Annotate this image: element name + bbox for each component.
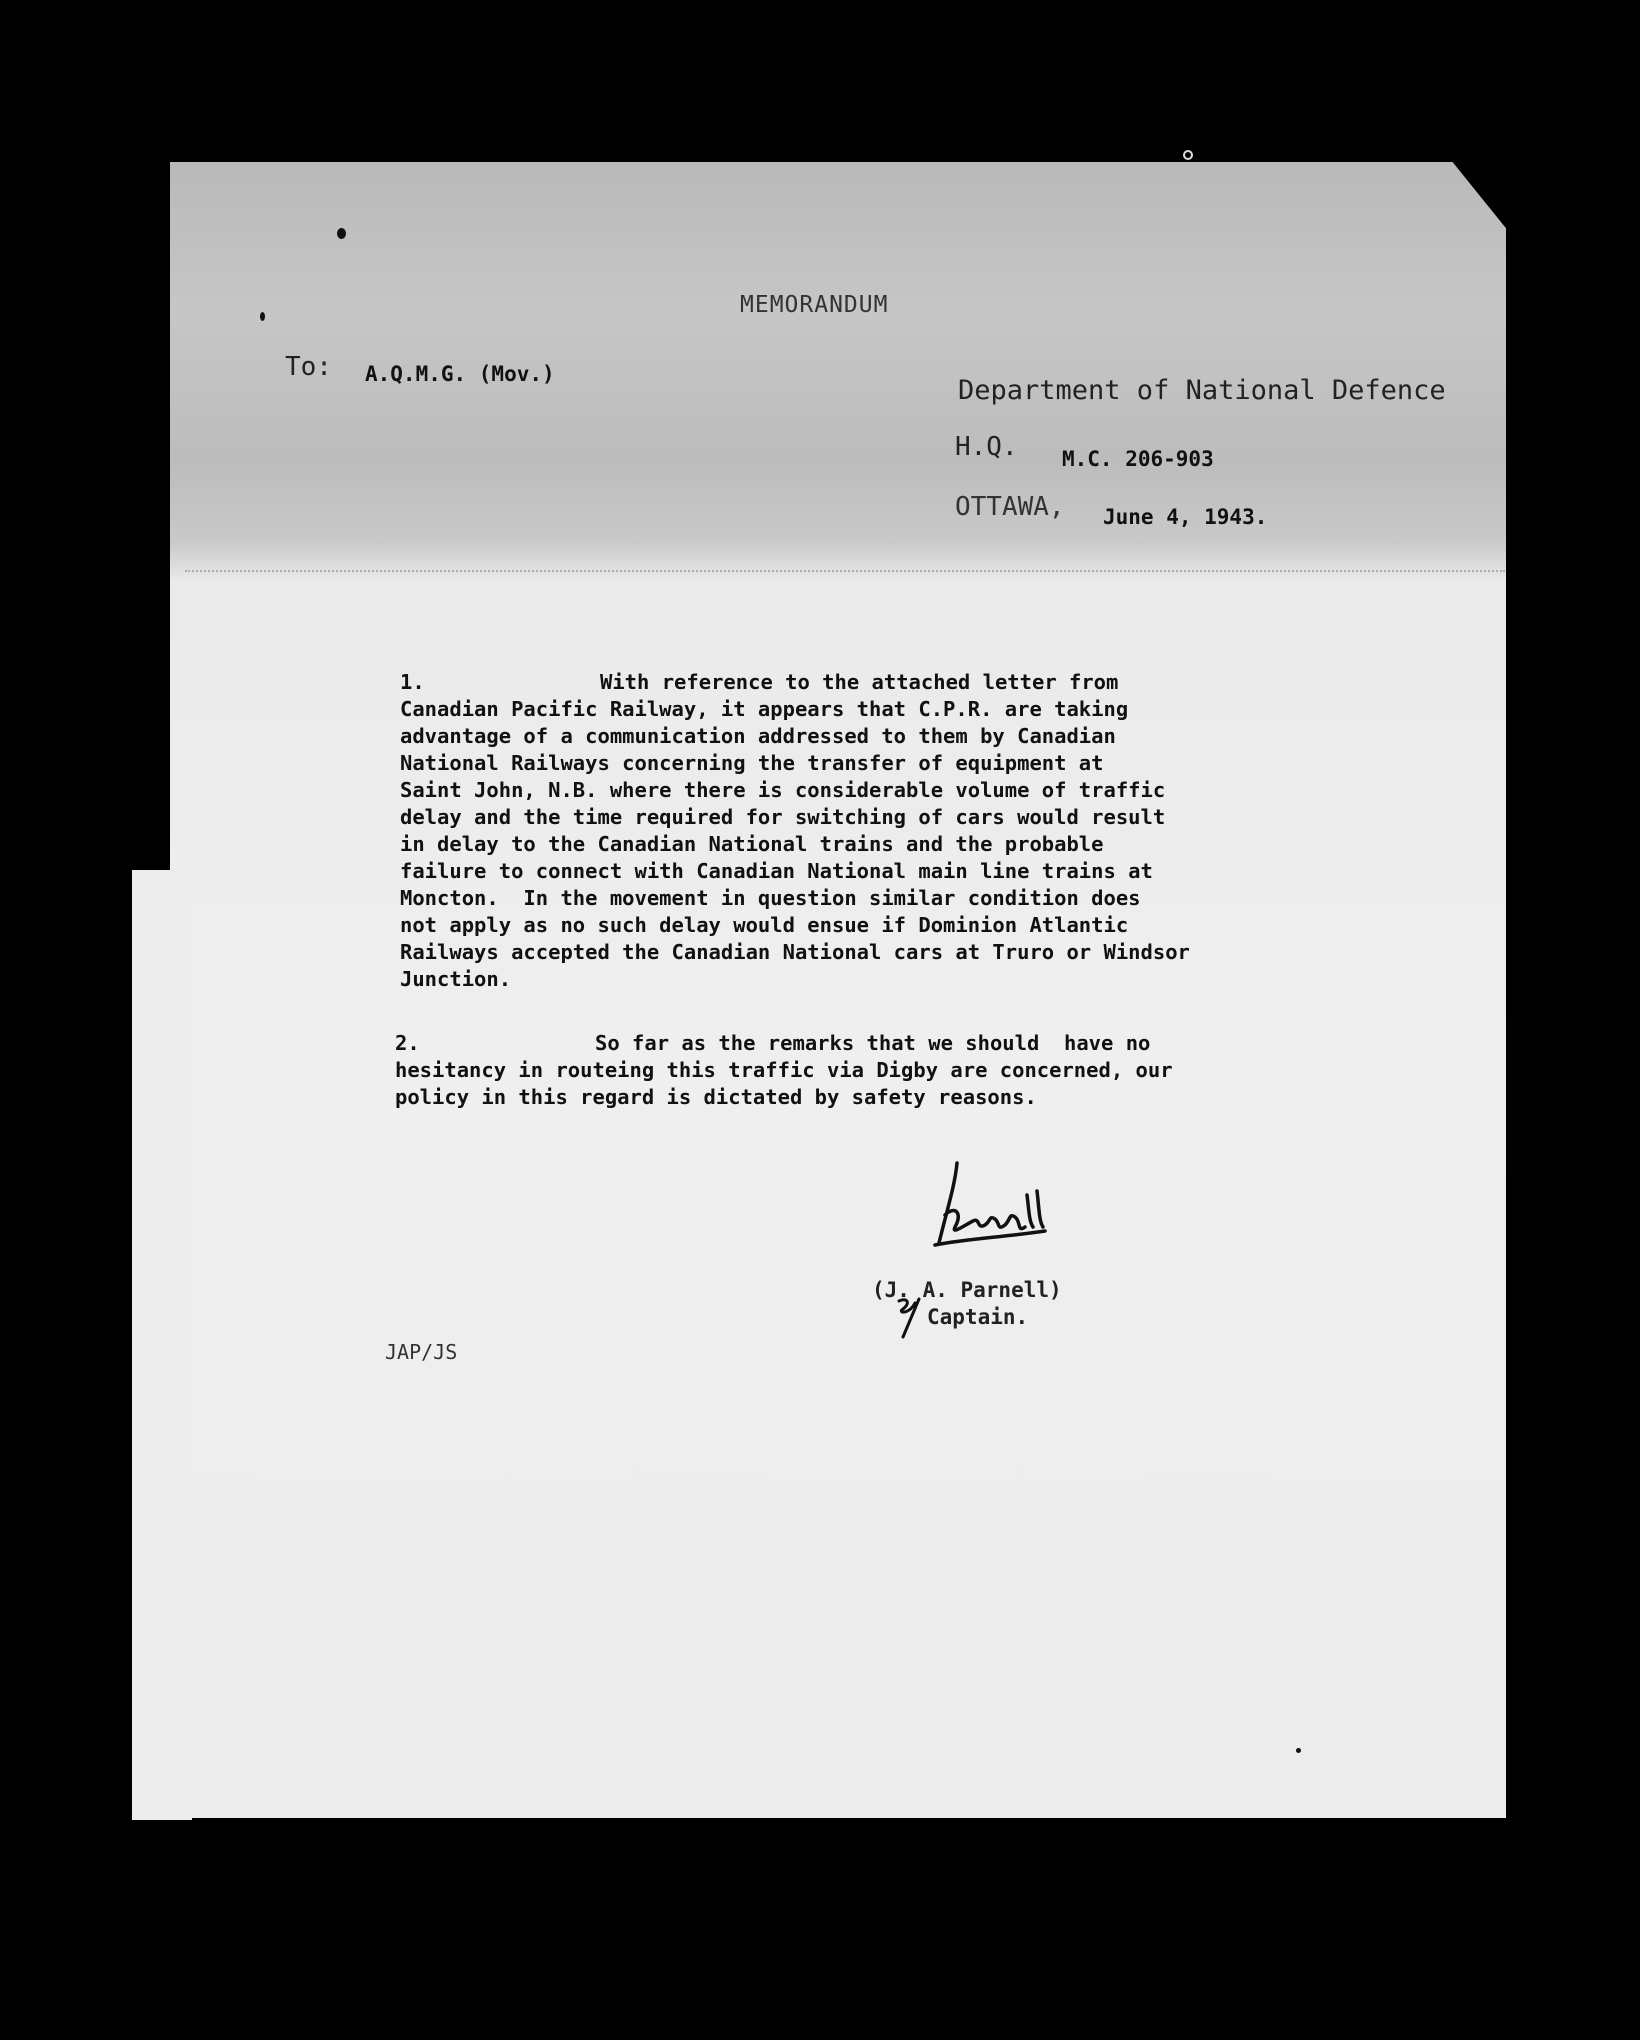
paragraph-line: With reference to the attached letter from bbox=[600, 670, 1119, 694]
paragraph-number: 1. bbox=[400, 670, 425, 694]
place-name: OTTAWA, bbox=[955, 492, 1065, 522]
paragraph-line: Saint John, N.B. where there is considerable volume of traffic bbox=[400, 778, 1166, 802]
ink-speck bbox=[260, 312, 265, 321]
paragraph-line: not apply as no such delay would ensue if Dominion Atlantic bbox=[400, 913, 1129, 937]
paragraph-line: policy in this regard is dictated by safety reasons. bbox=[395, 1085, 1037, 1109]
paragraph-line: in delay to the Canadian National trains and the probable bbox=[400, 832, 1104, 856]
paragraph-line: advantage of a communication addressed to them by Canadian bbox=[400, 724, 1116, 748]
handwritten-signature bbox=[925, 1155, 1065, 1265]
hq-label: H.Q. bbox=[955, 432, 1018, 462]
ink-speck bbox=[337, 228, 346, 239]
fold-line bbox=[185, 570, 1505, 574]
paragraph-line: So far as the remarks that we should have no bbox=[595, 1031, 1151, 1055]
signatory-name: (J. A. Parnell) bbox=[872, 1278, 1062, 1302]
file-reference: M.C. 206-903 bbox=[1062, 447, 1214, 471]
paragraph-line: National Railways concerning the transfer of equipment at bbox=[400, 751, 1104, 775]
memo-page-edge bbox=[132, 870, 192, 1820]
signed-for-mark bbox=[895, 1295, 925, 1340]
paragraph-line: hesitancy in routeing this traffic via Digby are concerned, our bbox=[395, 1058, 1173, 1082]
reference-initials: JAP/JS bbox=[385, 1340, 458, 1364]
ink-speck bbox=[1183, 150, 1193, 160]
paragraph-number: 2. bbox=[395, 1031, 420, 1055]
ink-speck bbox=[1296, 1748, 1301, 1753]
memo-heading: MEMORANDUM bbox=[740, 292, 889, 318]
department-name: Department of National Defence bbox=[958, 375, 1446, 406]
signatory-rank: Captain. bbox=[927, 1305, 1029, 1329]
paragraph-line: Moncton. In the movement in question similar condition does bbox=[400, 886, 1141, 910]
paragraph-line: delay and the time required for switching of cars would result bbox=[400, 805, 1166, 829]
to-label: To: bbox=[285, 352, 332, 382]
paragraph-1 bbox=[400, 669, 1190, 993]
paragraph-line: failure to connect with Canadian National main line trains at bbox=[400, 859, 1153, 883]
paragraph-2 bbox=[395, 1030, 1173, 1111]
memo-date: June 4, 1943. bbox=[1103, 505, 1268, 529]
paragraph-line: Canadian Pacific Railway, it appears that C.P.R. are taking bbox=[400, 697, 1129, 721]
paragraph-line: Railways accepted the Canadian National cars at Truro or Windsor bbox=[400, 940, 1190, 964]
to-recipient: A.Q.M.G. (Mov.) bbox=[365, 362, 555, 386]
paragraph-line: Junction. bbox=[400, 967, 512, 991]
